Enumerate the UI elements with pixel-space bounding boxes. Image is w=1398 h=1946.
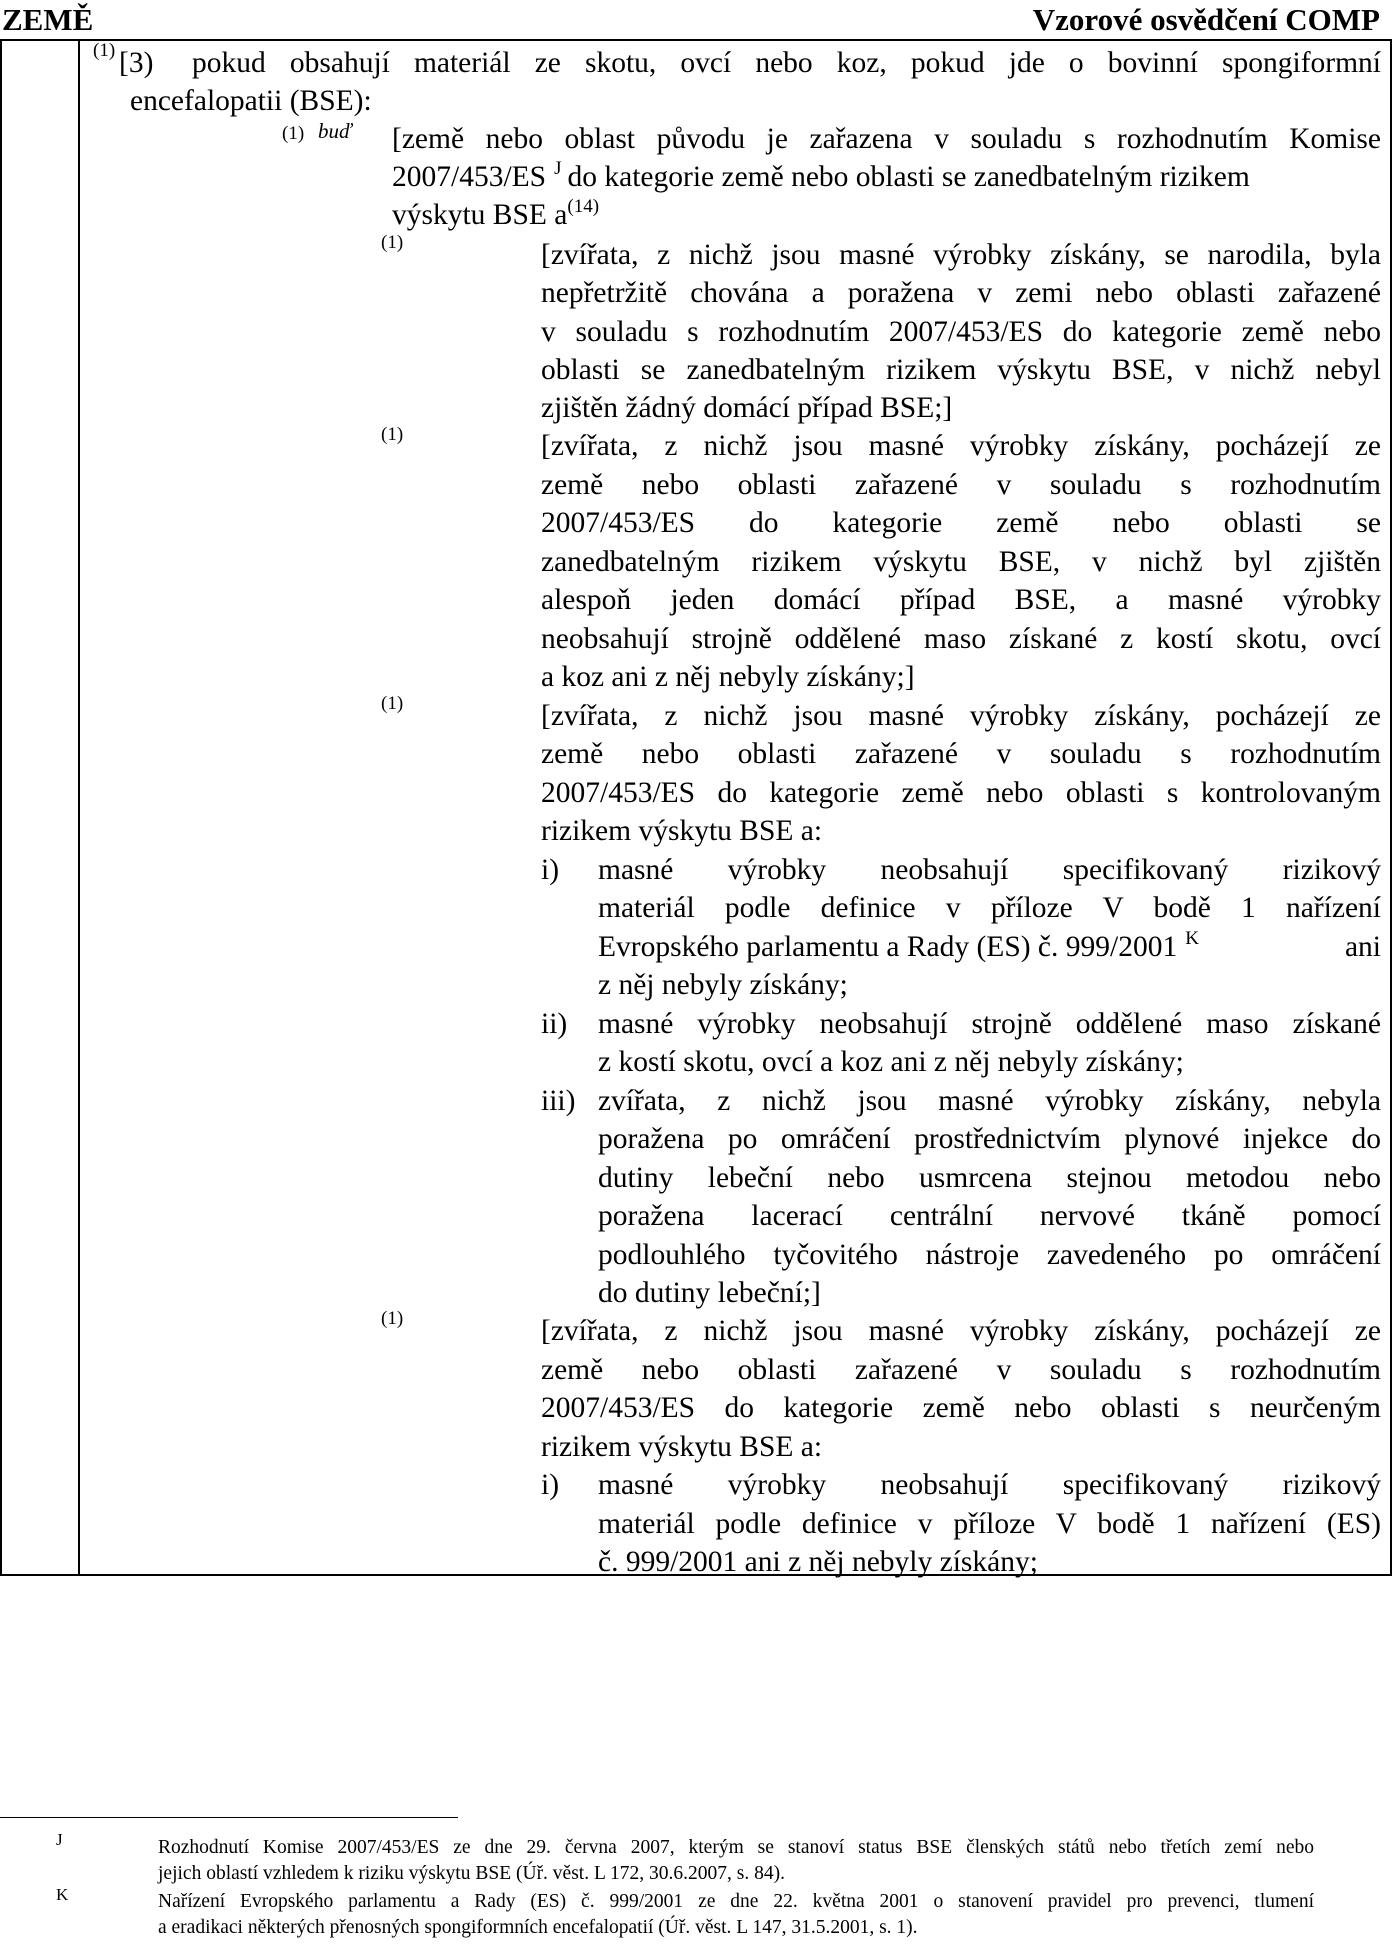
footnote-marker-option1: (1) [381, 232, 404, 253]
option3-sub-iii-line: zvířata, z nichž jsou masné výrobky získány, nebyla [598, 1085, 1381, 1117]
option1-line: [zvířata, z nichž jsou masné výrobky získány, se narodila, byla [541, 239, 1381, 271]
option2-line: zanedbatelným rizikem výskytu BSE, v nichž byl zjištěn [541, 546, 1381, 578]
option1-line: oblasti se zanedbatelným rizikem výskytu BSE, v nichž nebyl [541, 354, 1381, 386]
footnote-marker-bud: (1) [282, 123, 305, 144]
option3-sub-iii-line: dutiny lebeční nebo usmrcena stejnou metodou nebo [598, 1162, 1381, 1194]
footnote-j-line2: jejich oblastí vzhledem k riziku výskytu BSE (Úř. věst. L 172, 30.6.2007, s. 84). [158, 1863, 785, 1884]
option4-sub-i-line: materiál podle definice v příloze V bodě 1 nařízení (ES) [598, 1508, 1381, 1540]
option3-line: [zvířata, z nichž jsou masné výrobky získány, pocházejí ze [541, 700, 1381, 732]
bud-line3: výskytu BSE $a^{(14)}$ [392, 196, 600, 231]
option3-line: 2007/453/ES do kategorie země nebo oblasti s kontrolovaným [541, 777, 1381, 809]
option3-sub-i-line: masné výrobky neobsahují specifikovaný rizikový [598, 854, 1381, 886]
footnote-k-mark: K [56, 1885, 69, 1904]
option4-sub-i-number: i) [541, 1469, 560, 1501]
header-country-label: ZEMĚ [2, 2, 94, 37]
option3-sub-iii-line-last: do dutiny lebeční;] [598, 1277, 821, 1309]
option2-line-last: a koz ani z něj nebyly získány;] [541, 661, 915, 693]
column-divider [78, 41, 80, 1574]
option3-sub-iii-line: podlouhlého tyčovitého nástroje zavedeného po omráčení [598, 1239, 1381, 1271]
bud-line2: 2007/453/ES $^J$ do kategorie země nebo oblasti se zanedbatelným rizikem [392, 158, 1250, 193]
option1-line-last: zjištěn žádný domácí případ BSE;] [541, 392, 953, 424]
option2-line: alespoň jeden domácí případ BSE, a masné výrobky [541, 584, 1381, 616]
footnote-k-line2: a eradikaci některých přenosných spongiformních encefalopatií (Úř. věst. L 147, 31.5.2001, s. 1). [158, 1917, 918, 1938]
option3-sub-iii-number: iii) [541, 1085, 576, 1117]
point3-line2: encefalopatii (BSE): [130, 85, 372, 117]
option4-line-last: rizikem výskytu BSE a: [541, 1431, 823, 1463]
option4-line: [zvířata, z nichž jsou masné výrobky získány, pocházejí ze [541, 1315, 1381, 1347]
option2-line: neobsahují strojně oddělené maso získané z kostí skotu, ovcí [541, 623, 1381, 655]
option3-line: země nebo oblasti zařazené v souladu s rozhodnutím [541, 738, 1381, 770]
option3-sub-i-line3: Evropského parlamentu a Rady (ES) č. 999/2001 $^K$ ani [598, 928, 1381, 963]
option3-sub-ii-line-last: z kostí skotu, ovcí a koz ani z něj nebyly získány; [598, 1046, 1184, 1078]
bud-line1: [země nebo oblast původu je zařazena v souladu s rozhodnutím Komise [392, 123, 1381, 155]
footnote-j-line1: Rozhodnutí Komise 2007/453/ES ze dne 29. června 2007, kterým se stanoví status BSE členských států nebo třetích zemí nebo [158, 1837, 1314, 1858]
footnote-marker-option4: (1) [381, 1308, 404, 1329]
footnote-separator [0, 1817, 458, 1818]
option3-sub-ii-line: masné výrobky neobsahují strojně oddělené maso získané [598, 1008, 1381, 1040]
option4-line: 2007/453/ES do kategorie země nebo oblasti s neurčeným [541, 1392, 1381, 1424]
option3-line-last: rizikem výskytu BSE a: [541, 815, 823, 847]
footnote-marker-point3: (1) [93, 40, 116, 61]
option3-sub-i-line: materiál podle definice v příloze V bodě 1 nařízení [598, 892, 1381, 924]
bud-label: buď [318, 119, 352, 143]
option4-sub-i-line: masné výrobky neobsahují specifikovaný rizikový [598, 1469, 1381, 1501]
header-certificate-title: Vzorové osvědčení COMP [1032, 2, 1380, 37]
footnote-marker-option3: (1) [381, 693, 404, 714]
option1-line: v souladu s rozhodnutím 2007/453/ES do kategorie země nebo [541, 316, 1381, 348]
point3-number: [3) [119, 47, 154, 79]
point3-line1: pokud obsahují materiál ze skotu, ovcí nebo koz, pokud jde o bovinní spongiformní [192, 47, 1381, 79]
option2-line: 2007/453/ES do kategorie země nebo oblasti se [541, 507, 1381, 539]
footnote-j-mark: J [56, 1830, 63, 1849]
option3-sub-i-line-last: z něj nebyly získány; [598, 969, 848, 1001]
footnote-k-line1: Nařízení Evropského parlamentu a Rady (ES) č. 999/2001 ze dne 22. května 2001 o stanovení pravidel pro prevenci, tlumení [158, 1891, 1314, 1912]
option4-sub-i-line-last: č. 999/2001 ani z něj nebyly získány; [598, 1546, 1038, 1578]
option3-sub-i-number: i) [541, 854, 560, 886]
option1-line: nepřetržitě chována a poražena v zemi nebo oblasti zařazené [541, 277, 1381, 309]
option3-sub-iii-line: poražena po omráčení prostřednictvím plynové injekce do [598, 1123, 1381, 1155]
option2-line: [zvířata, z nichž jsou masné výrobky získány, pocházejí ze [541, 430, 1381, 462]
option3-sub-ii-number: ii) [541, 1008, 568, 1040]
option4-line: země nebo oblasti zařazené v souladu s rozhodnutím [541, 1354, 1381, 1386]
option3-sub-iii-line: poražena lacerací centrální nervové tkáně pomocí [598, 1200, 1381, 1232]
footnote-marker-option2: (1) [381, 424, 404, 445]
option2-line: země nebo oblasti zařazené v souladu s rozhodnutím [541, 469, 1381, 501]
